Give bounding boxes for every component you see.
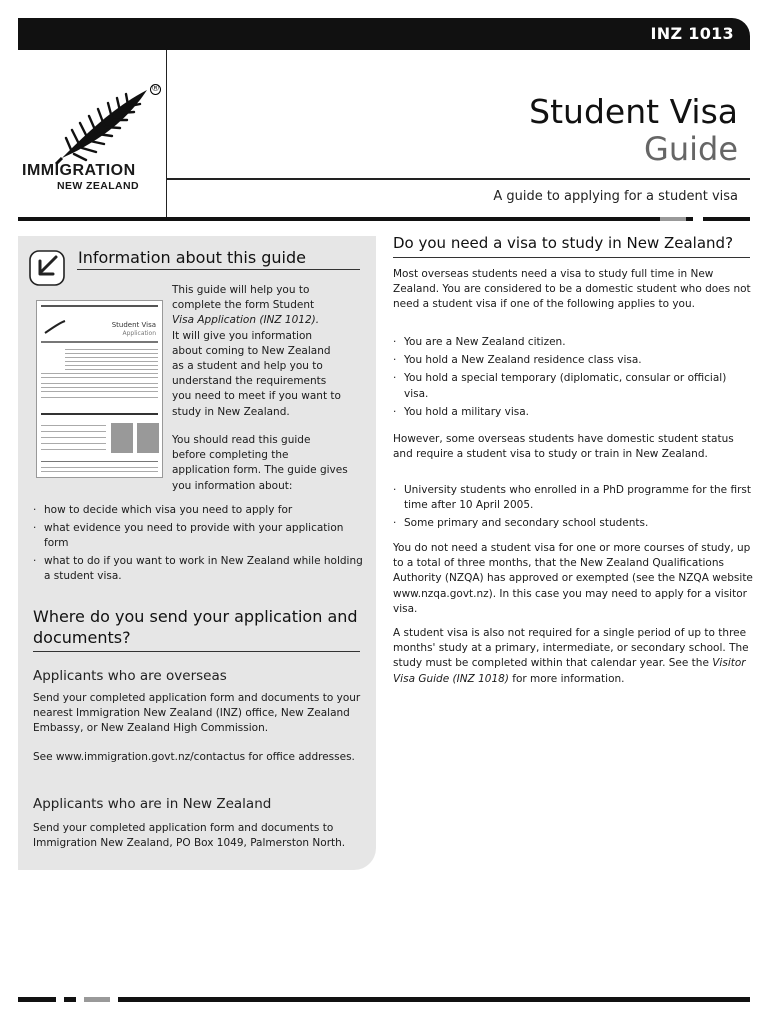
form-thumbnail-image [36, 300, 163, 478]
logo-text-immigration: IMMIGRATION [22, 162, 136, 179]
list-item: · what to do if you want to work in New Zealand while holding a student visa. [33, 554, 363, 585]
page-title-sub: Guide [644, 130, 738, 168]
where-heading-rule [33, 651, 360, 652]
list-item: · You hold a military visa. [393, 405, 753, 420]
footer-bar-segment [64, 997, 76, 1002]
form-code: INZ 1013 [650, 24, 734, 43]
header-divider-horizontal [166, 178, 750, 180]
logo-text-new-zealand: NEW ZEALAND [57, 180, 139, 192]
deco-gap [693, 217, 703, 221]
header-divider-vertical [166, 50, 167, 218]
info-intro: This guide will help you to complete the form Student Visa Application (INZ 1012). It will give you information about coming to New Zealand as a student and help you to understand the requirements you need to meet if you want to study in New Zealand. [172, 284, 341, 418]
deco-grey-dash [660, 217, 686, 221]
info-bullet-list [33, 503, 363, 587]
info-intro-2: You should read this guide before completing the application form. The guide gives you information about: [172, 434, 348, 492]
list-item: · University students who enrolled in a PhD programme for the first time after 10 April 2005. [393, 483, 753, 513]
student-status-bullet-list [393, 483, 753, 535]
page-subtitle: A guide to applying for a student visa [493, 189, 738, 204]
list-item: · what evidence you need to provide with your application form [33, 521, 363, 552]
list-item: · You hold a New Zealand residence class visa. [393, 353, 753, 368]
footer-bar-long [118, 997, 750, 1002]
info-heading: Information about this guide [78, 248, 306, 267]
visa-question-heading: Do you need a visa to study in New Zealand? [393, 234, 734, 252]
page-title: Student Visa [529, 92, 738, 131]
visa-para-1: Most overseas students need a visa to study full time in New Zealand. You are considered to be a domestic student who does not need a student visa if one of the following applies to you. [393, 268, 751, 311]
info-heading-rule [77, 269, 360, 270]
registered-mark: ® [151, 84, 160, 94]
list-item: · You hold a special temporary (diplomatic, consular or official) visa. [393, 371, 753, 401]
header-bottom-rule [18, 217, 750, 221]
visitor-visa-guide-reference: Visitor Visa Guide (INZ 1018) [393, 657, 746, 685]
header-bar [18, 18, 750, 50]
nz-text: Send your completed application form and documents to Immigration New Zealand, PO Box 1049, Palmerston North. [33, 822, 346, 850]
footer-bar-segment [18, 997, 56, 1002]
nz-heading: Applicants who are in New Zealand [33, 796, 272, 812]
thumbnail-fern-icon [43, 319, 67, 335]
visa-question-rule [393, 257, 750, 258]
visa-para-3: You do not need a student visa for one or more courses of study, up to a total of three months, that the New Zealand Qualifications Authority (NZQA) has approved or exempted (see the NZQA website www.nzqa.govt.nz). In this case you may need to apply for a visitor visa. [393, 542, 753, 615]
arrow-down-left-icon [28, 247, 68, 287]
visa-para-2: However, some overseas students have domestic student status and require a student visa to study or train in New Zealand. [393, 433, 734, 461]
overseas-heading: Applicants who are overseas [33, 668, 227, 684]
footer-bar-segment-grey [84, 997, 110, 1002]
overseas-text: Send your completed application form and documents to your nearest Immigration New Zealand (INZ) office, New Zealand Embassy, or New Zealand High Commission. [33, 692, 361, 735]
where-heading: Where do you send your application and documents? [33, 607, 358, 647]
list-item: · Some primary and secondary school students. [393, 516, 753, 531]
list-item: · You are a New Zealand citizen. [393, 335, 753, 350]
visa-para-4: A student visa is also not required for a single period of up to three months' study at a primary, intermediate, or secondary school. The study must be completed within that calendar year. See the Visitor Visa Guide (INZ 1018) for more information. [393, 627, 749, 685]
domestic-bullet-list [393, 335, 753, 423]
overseas-see-text: See www.immigration.govt.nz/contactus for office addresses. [33, 751, 355, 763]
list-item: · how to decide which visa you need to apply for [33, 503, 363, 519]
thumbnail-subtitle: Application [122, 330, 156, 337]
thumbnail-title: Student Visa [111, 321, 156, 329]
